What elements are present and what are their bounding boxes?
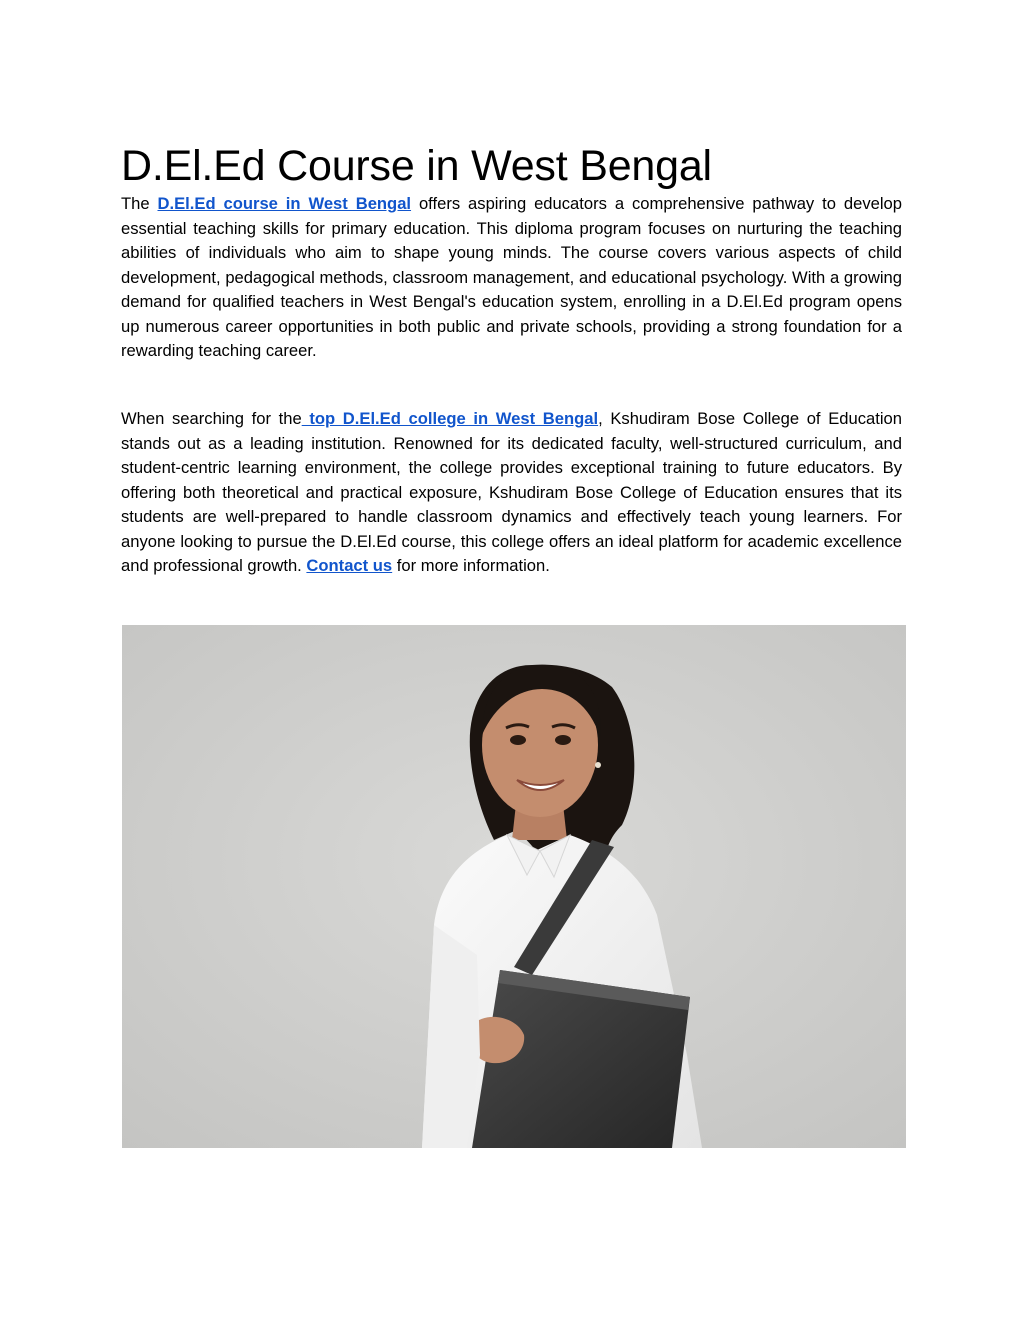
contact-us-link[interactable]: Contact us xyxy=(306,556,393,575)
college-text-end: for more information. xyxy=(392,556,550,575)
page-title: D.El.Ed Course in West Bengal xyxy=(121,142,712,190)
student-photo-illustration xyxy=(122,625,906,1148)
top-college-link[interactable]: top D.El.Ed college in West Bengal xyxy=(301,409,599,428)
deled-course-link[interactable]: D.El.Ed course in West Bengal xyxy=(157,194,412,213)
intro-text-start: The xyxy=(121,194,158,213)
college-text-middle: , Kshudiram Bose College of Education stands out as a leading institution. Renowned for its dedicated faculty, well-structured curriculum, and student-centric learning environment, the college provides exceptional training to future educators. By offering both theoretical and practical exposure, Kshudiram Bose College of Education ensures that its students are well-prepared to handle classroom dynamics and effectively teach young learners. For anyone looking to pursue the D.El.Ed course, this college offers an ideal platform for academic excellence and professional growth. xyxy=(121,409,902,575)
college-paragraph xyxy=(121,407,902,579)
intro-paragraph xyxy=(121,192,902,364)
student-photo xyxy=(122,625,906,1148)
college-text-start: When searching for the xyxy=(121,409,302,428)
intro-text-rest: offers aspiring educators a comprehensive pathway to develop essential teaching skills for primary education. This diploma program focuses on nurturing the teaching abilities of individuals who aim to shape young minds. The course covers various aspects of child development, pedagogical methods, classroom management, and educational psychology. With a growing demand for qualified teachers in West Bengal's education system, enrolling in a D.El.Ed program opens up numerous career opportunities in both public and private schools, providing a strong foundation for a rewarding teaching career. xyxy=(121,194,902,360)
